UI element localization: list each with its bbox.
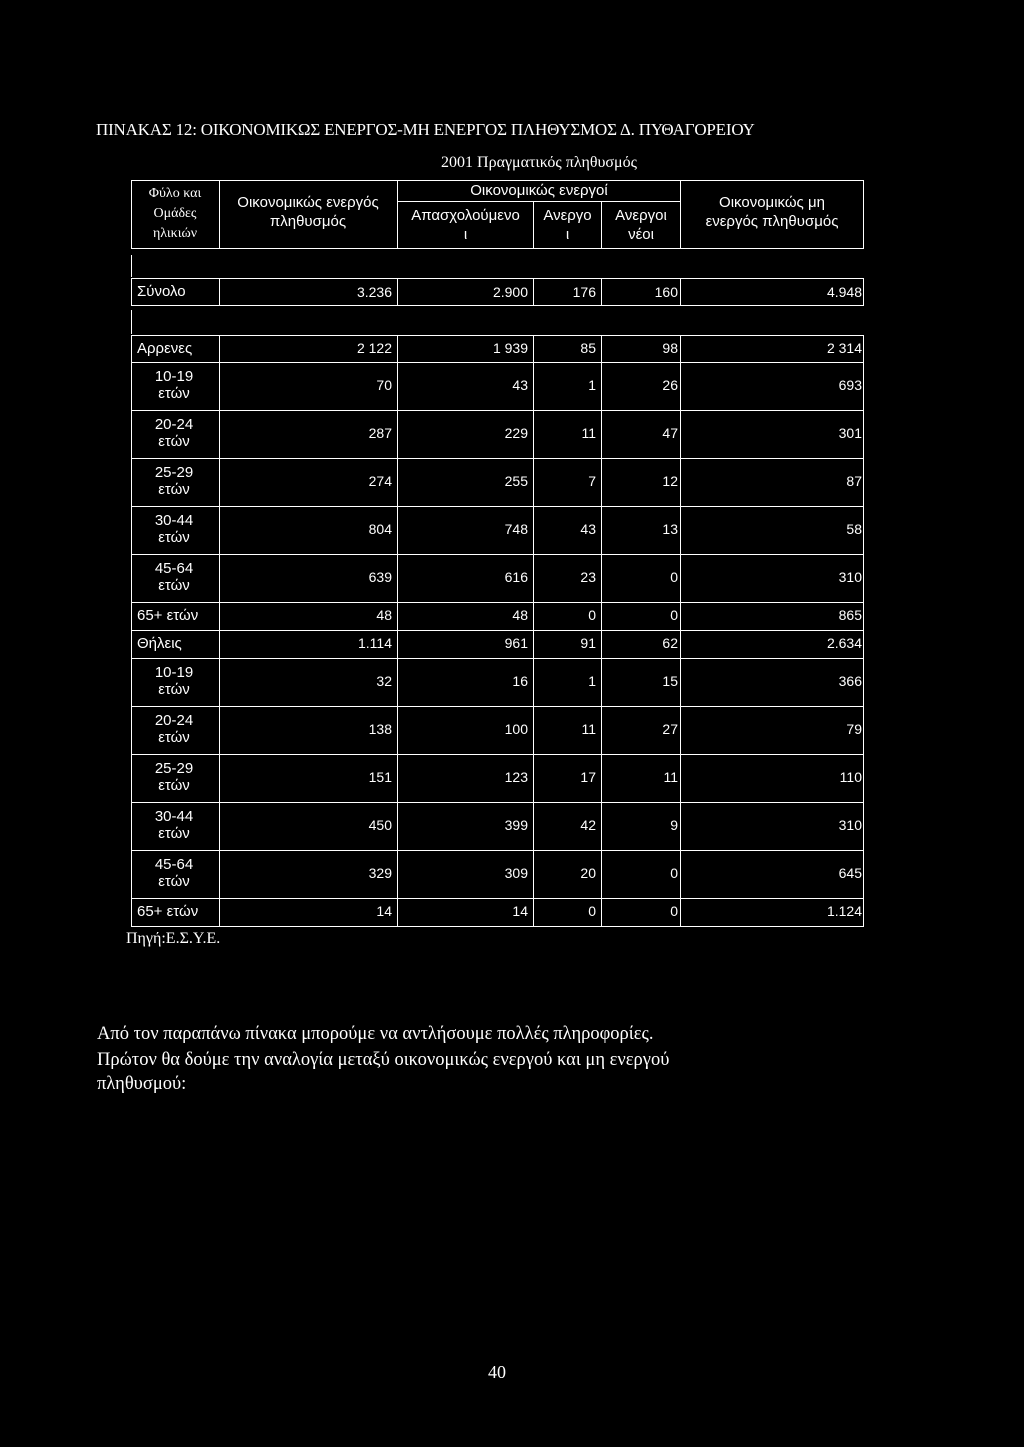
page-number: 40 — [488, 1362, 506, 1382]
employed-cell: 1 939 — [492, 340, 528, 356]
unemployed-cell: 0 — [588, 903, 596, 919]
inactive-cell: 110 — [839, 769, 862, 785]
employed-cell: 16 — [512, 673, 528, 689]
row-border — [863, 458, 864, 506]
row-border — [863, 898, 864, 926]
row-border — [680, 898, 681, 926]
row-border — [680, 362, 681, 410]
unemployed-cell: 91 — [580, 635, 596, 651]
employed-cell: 123 — [504, 769, 528, 785]
employed-cell: 229 — [504, 425, 528, 441]
unemployed-young-cell: 13 — [662, 521, 678, 537]
row-border — [863, 602, 864, 630]
active-total-cell: 450 — [368, 817, 392, 833]
table-title: ΠΙΝΑΚΑΣ 12: ΟΙΚΟΝΟΜΙΚΩΣ ΕΝΕΡΓΟΣ-ΜΗ ΕΝΕΡΓΟΣ ΠΛΗΘΥΣΜΟΣ Δ. ΠΥΘΑΓΟΡΕΙΟΥ — [96, 120, 755, 139]
row-label: Αρρενες — [137, 340, 193, 357]
row-border — [863, 554, 864, 602]
row-border — [131, 410, 864, 411]
row-label: 30-44 ετών — [154, 512, 194, 546]
row-border — [863, 335, 864, 362]
row-border — [131, 898, 864, 899]
inactive-cell: 2.634 — [826, 635, 862, 651]
inactive-cell: 79 — [846, 721, 862, 737]
employed-cell: 2.900 — [492, 284, 528, 300]
inactive-cell: 645 — [838, 865, 862, 881]
paragraph-line: Από τον παραπάνω πίνακα μπορούμε να αντλήσουμε πολλές πληροφορίες. — [97, 1024, 654, 1044]
row-label: 25-29 ετών — [154, 760, 194, 794]
header-unemployed: Ανεργο ι — [543, 207, 592, 243]
active-total-cell: 138 — [368, 721, 392, 737]
unemployed-cell: 1 — [588, 673, 596, 689]
row-border — [680, 602, 681, 630]
table-subtitle: 2001 Πραγματικός πληθυσμός — [441, 154, 637, 171]
employed-cell: 961 — [504, 635, 528, 651]
inactive-cell: 301 — [838, 425, 862, 441]
row-border — [680, 850, 681, 898]
paragraph-line: Πρώτον θα δούμε την αναλογία μεταξύ οικονομικώς ενεργού και μη ενεργού — [97, 1050, 670, 1070]
row-border — [131, 630, 864, 631]
row-border — [863, 850, 864, 898]
row-border — [131, 926, 864, 927]
row-label: 45-64 ετών — [154, 560, 194, 594]
spacer-border — [131, 310, 132, 334]
row-border — [131, 602, 864, 603]
header-right-border — [863, 180, 864, 248]
active-total-cell: 274 — [368, 473, 392, 489]
active-total-cell: 32 — [376, 673, 392, 689]
active-total-cell: 2 122 — [356, 340, 392, 356]
row-border — [131, 802, 864, 803]
row-border — [680, 630, 681, 658]
active-total-cell: 639 — [368, 569, 392, 585]
row-border — [131, 554, 864, 555]
active-total-cell: 14 — [376, 903, 392, 919]
row-border — [680, 754, 681, 802]
row-border — [680, 802, 681, 850]
employed-cell: 14 — [512, 903, 528, 919]
row-border — [863, 362, 864, 410]
unemployed-cell: 20 — [580, 865, 596, 881]
active-total-cell: 287 — [368, 425, 392, 441]
row-label: 10-19 ετών — [154, 368, 194, 402]
unemployed-young-cell: 47 — [662, 425, 678, 441]
row-label: 65+ ετών — [137, 903, 199, 920]
inactive-cell: 310 — [838, 569, 862, 585]
header-employed: Απασχολούμενο ι — [411, 207, 520, 243]
row-border — [863, 802, 864, 850]
active-total-cell: 3.236 — [356, 284, 392, 300]
unemployed-cell: 11 — [581, 425, 596, 441]
row-border — [131, 706, 864, 707]
inactive-cell: 1.124 — [826, 903, 862, 919]
row-border — [680, 335, 681, 362]
row-border — [863, 410, 864, 458]
paragraph-line: πληθυσμού: — [97, 1074, 187, 1094]
row-border — [863, 506, 864, 554]
row-label: 45-64 ετών — [154, 856, 194, 890]
row-border — [131, 658, 864, 659]
unemployed-cell: 85 — [580, 340, 596, 356]
spacer-border — [131, 255, 132, 277]
unemployed-young-cell: 62 — [662, 635, 678, 651]
unemployed-young-cell: 98 — [662, 340, 678, 356]
unemployed-cell: 43 — [580, 521, 596, 537]
active-total-cell: 70 — [376, 377, 392, 393]
row-border — [680, 458, 681, 506]
unemployed-young-cell: 15 — [662, 673, 678, 689]
row-border — [131, 458, 864, 459]
row-border — [680, 278, 681, 305]
employed-cell: 616 — [504, 569, 528, 585]
unemployed-cell: 1 — [588, 377, 596, 393]
row-border — [131, 278, 864, 279]
employed-cell: 399 — [504, 817, 528, 833]
row-border — [131, 335, 864, 336]
unemployed-young-cell: 27 — [662, 721, 678, 737]
unemployed-young-cell: 12 — [662, 473, 678, 489]
employed-cell: 748 — [504, 521, 528, 537]
unemployed-young-cell: 0 — [670, 607, 678, 623]
active-total-cell: 1.114 — [358, 635, 392, 651]
row-border — [680, 506, 681, 554]
employed-cell: 309 — [504, 865, 528, 881]
header-bottom-border — [131, 248, 864, 249]
row-border — [680, 410, 681, 458]
inactive-cell: 310 — [838, 817, 862, 833]
unemployed-cell: 7 — [588, 473, 596, 489]
unemployed-young-cell: 0 — [670, 865, 678, 881]
row-border — [131, 754, 864, 755]
header-unemployed-young: Ανεργοι νέοι — [615, 207, 667, 243]
row-border — [131, 362, 864, 363]
active-total-cell: 804 — [368, 521, 392, 537]
active-total-cell: 151 — [368, 769, 392, 785]
row-label: Σύνολο — [137, 283, 186, 300]
inactive-cell: 693 — [838, 377, 862, 393]
row-label: 20-24 ετών — [154, 712, 194, 746]
row-border — [863, 706, 864, 754]
row-label: 10-19 ετών — [154, 664, 194, 698]
unemployed-cell: 42 — [580, 817, 596, 833]
row-label: 65+ ετών — [137, 607, 199, 624]
row-border — [680, 658, 681, 706]
header-active-total: Οικονομικώς ενεργός πληθυσμός — [237, 194, 379, 230]
row-border — [863, 278, 864, 305]
row-border — [131, 850, 864, 851]
unemployed-cell: 176 — [572, 284, 596, 300]
inactive-cell: 2 314 — [826, 340, 862, 356]
row-border — [680, 554, 681, 602]
employed-cell: 255 — [504, 473, 528, 489]
unemployed-cell: 11 — [581, 721, 596, 737]
inactive-cell: 87 — [846, 473, 862, 489]
header-active-group: Οικονομικώς ενεργοί — [470, 182, 608, 199]
header-group: Φύλο και Ομάδες ηλικιών — [148, 186, 202, 241]
row-label: 30-44 ετών — [154, 808, 194, 842]
inactive-cell: 58 — [846, 521, 862, 537]
employed-cell: 48 — [512, 607, 528, 623]
unemployed-young-cell: 11 — [663, 769, 678, 785]
table-source: Πηγή:Ε.Σ.Υ.Ε. — [126, 930, 221, 947]
row-border — [863, 658, 864, 706]
unemployed-young-cell: 9 — [670, 817, 678, 833]
header-subgroup-divider — [398, 201, 680, 202]
inactive-cell: 865 — [838, 607, 862, 623]
row-label: 25-29 ετών — [154, 464, 194, 498]
header-inactive: Οικονομικώς μη ενεργός πληθυσμός — [705, 194, 839, 230]
unemployed-young-cell: 160 — [654, 284, 678, 300]
unemployed-cell: 23 — [580, 569, 596, 585]
row-border — [131, 305, 864, 306]
active-total-cell: 329 — [368, 865, 392, 881]
unemployed-young-cell: 0 — [670, 569, 678, 585]
active-total-cell: 48 — [376, 607, 392, 623]
row-border — [131, 506, 864, 507]
row-border — [863, 630, 864, 658]
unemployed-young-cell: 0 — [670, 903, 678, 919]
row-border — [680, 706, 681, 754]
inactive-cell: 4.948 — [826, 284, 862, 300]
row-border — [863, 754, 864, 802]
employed-cell: 43 — [512, 377, 528, 393]
row-label: 20-24 ετών — [154, 416, 194, 450]
inactive-cell: 366 — [838, 673, 862, 689]
unemployed-cell: 0 — [588, 607, 596, 623]
employed-cell: 100 — [504, 721, 528, 737]
unemployed-cell: 17 — [580, 769, 596, 785]
row-label: Θήλεις — [137, 635, 182, 652]
unemployed-young-cell: 26 — [662, 377, 678, 393]
